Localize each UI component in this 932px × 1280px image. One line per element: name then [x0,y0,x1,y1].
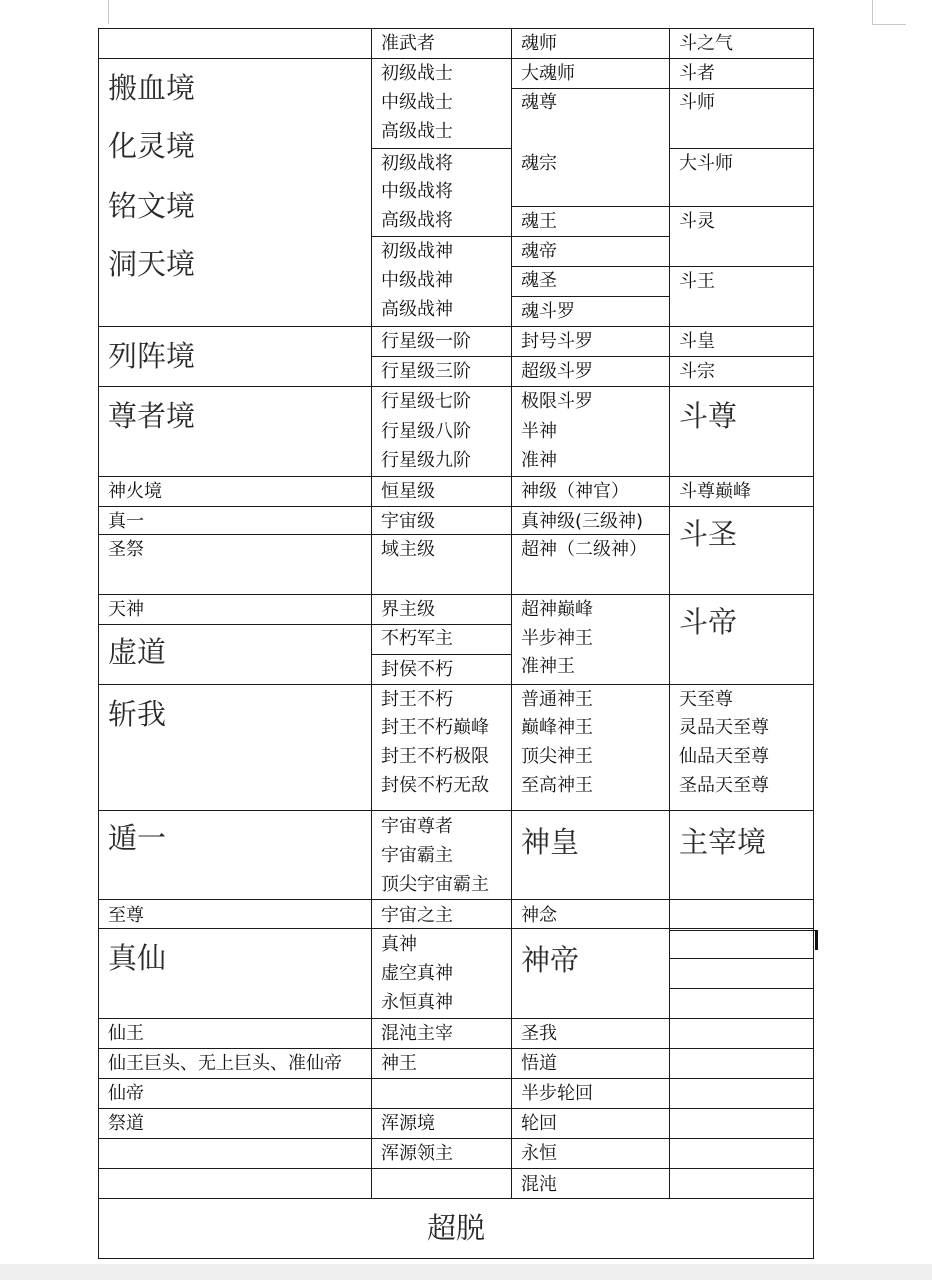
table-cell-rule [511,296,670,297]
rank-label: 高级战士 [381,121,453,142]
realm-large-label: 斩我 [108,697,167,731]
rank-label: 半步神王 [521,628,593,649]
table-row-rule [98,476,814,477]
rank-label: 真神级(三级神) [521,511,644,532]
realm-large-label: 化灵境 [108,129,196,163]
table-cell-rule [511,206,670,207]
rank-label: 封号斗罗 [521,331,593,352]
rank-large-label: 主宰境 [679,825,767,859]
table-row-rule [98,1108,814,1109]
table-row-rule [98,1198,814,1199]
rank-label: 中级战神 [381,270,453,291]
rank-label: 圣我 [521,1023,557,1044]
rank-label: 恒星级 [381,481,435,502]
table-row-rule [98,1078,814,1079]
rank-label: 准神 [521,450,557,471]
rank-label: 真神 [381,934,417,955]
realm-label: 仙帝 [108,1083,144,1104]
table-row-rule [98,684,814,685]
rank-label: 封王不朽巅峰 [381,717,489,738]
rank-label: 巅峰神王 [521,717,593,738]
rank-label: 中级战士 [381,92,453,113]
table-cell-rule [371,236,512,237]
rank-label: 混沌 [521,1174,557,1195]
table-cell-rule [511,356,670,357]
rank-large-label: 斗尊 [679,399,738,433]
realm-large-label: 铭文境 [108,189,196,223]
text-cursor [815,930,818,950]
table-top-border [98,28,814,29]
table-cell-rule [98,624,372,625]
rank-label: 大斗师 [679,153,733,174]
rank-label: 封侯不朽 [381,659,453,680]
rank-label: 宇宙霸主 [381,845,453,866]
table-cell-rule [371,356,512,357]
rank-label: 混沌主宰 [381,1023,453,1044]
rank-label: 神王 [381,1053,417,1074]
realm-large-label: 尊者境 [108,399,196,433]
table-cell-rule [511,534,670,535]
table-cell-rule [511,266,670,267]
rank-label: 悟道 [521,1053,557,1074]
rank-label: 魂斗罗 [521,301,575,322]
rank-label: 行星级七阶 [381,391,471,412]
rank-label: 魂宗 [521,153,557,174]
table-cell-rule [371,624,512,625]
rank-label: 神念 [521,905,557,926]
table-cell-rule [669,148,814,149]
rank-label: 斗者 [679,63,715,84]
realm-large-label: 洞天境 [108,247,196,281]
rank-label: 天至尊 [679,689,733,710]
table-cell-rule [511,236,670,237]
table-row-rule [98,326,814,327]
rank-label: 斗尊巅峰 [679,481,751,502]
rank-label: 初级战士 [381,63,453,84]
rank-label: 封王不朽极限 [381,746,489,767]
table-cell-rule [371,654,512,655]
rank-large-label: 斗帝 [679,605,738,639]
rank-label: 封侯不朽无敌 [381,775,489,796]
table-row-rule [98,928,814,929]
rank-label: 宇宙尊者 [381,816,453,837]
realm-large-label: 搬血境 [108,71,196,105]
rank-label: 魂王 [521,211,557,232]
table-cell-rule [371,534,512,535]
rank-label: 斗灵 [679,211,715,232]
table-cell-rule [669,958,814,959]
rank-label: 不朽军主 [381,628,453,649]
realm-label: 天神 [108,599,144,620]
table-cell-rule [511,88,670,89]
rank-label: 魂尊 [521,92,557,113]
table-row-rule [98,899,814,900]
realm-label: 真一 [108,511,144,532]
table-cell-rule [669,206,814,207]
rank-label: 极限斗罗 [521,391,593,412]
rank-label: 斗宗 [679,361,715,382]
table-cell-rule [669,356,814,357]
footer-label: 超脱 [427,1211,486,1245]
rank-label: 高级战神 [381,299,453,320]
rank-label: 行星级一阶 [381,331,471,352]
header-cell-3: 斗之气 [679,33,733,54]
page-bottom-band [0,1264,932,1280]
rank-large-label: 斗圣 [679,517,738,551]
rank-label: 魂帝 [521,241,557,262]
rank-label: 超神（二级神） [521,539,647,560]
table-cell-rule [669,88,814,89]
table-cell-rule [371,148,512,149]
column-divider-3 [669,28,670,1199]
rank-label: 域主级 [381,539,435,560]
rank-label: 初级战将 [381,153,453,174]
rank-label: 浑源境 [381,1113,435,1134]
table-cell-rule [669,266,814,267]
realm-large-label: 真仙 [108,941,167,975]
table-row-rule [98,810,814,811]
rank-label: 仙品天至尊 [679,746,769,767]
rank-label: 行星级九阶 [381,450,471,471]
rank-label: 顶尖宇宙霸主 [381,874,489,895]
rank-label: 斗师 [679,92,715,113]
realm-large-label: 列阵境 [108,339,196,373]
rank-label: 超级斗罗 [521,361,593,382]
rank-large-label: 神皇 [521,825,580,859]
rank-label: 永恒 [521,1143,557,1164]
rank-label: 宇宙级 [381,511,435,532]
table-cell-rule [98,534,372,535]
rank-label: 界主级 [381,599,435,620]
rank-label: 永恒真神 [381,992,453,1013]
rank-label: 半神 [521,421,557,442]
rank-label: 轮回 [521,1113,557,1134]
header-cell-1: 准武者 [381,33,435,54]
rank-label: 行星级三阶 [381,361,471,382]
realm-label: 仙王 [108,1023,144,1044]
table-row-rule [98,58,814,59]
table-right-border [813,28,814,1259]
header-cell-2: 魂师 [521,33,557,54]
rank-label: 顶尖神王 [521,746,593,767]
column-divider-1 [371,28,372,1199]
table-row-rule [98,1138,814,1139]
realm-large-label: 遁一 [108,821,167,855]
rank-label: 神级（神官） [521,481,629,502]
rank-label: 圣品天至尊 [679,775,769,796]
rank-label: 至高神王 [521,775,593,796]
rank-label: 宇宙之主 [381,905,453,926]
rank-label: 虚空真神 [381,963,453,984]
rank-large-label: 神帝 [521,943,580,977]
realm-label: 仙王巨头、无上巨头、准仙帝 [108,1053,342,1074]
table-row-rule [98,1168,814,1169]
realm-label: 圣祭 [108,539,144,560]
rank-label: 准神王 [521,656,575,677]
rank-label: 普通神王 [521,689,593,710]
rank-label: 中级战将 [381,181,453,202]
rank-label: 斗皇 [679,331,715,352]
rank-label: 灵品天至尊 [679,717,769,738]
table-cell-rule [669,988,814,989]
realm-label: 神火境 [108,481,162,502]
rank-label: 初级战神 [381,241,453,262]
table-cell-rule [669,930,817,931]
rank-label: 超神巅峰 [521,599,593,620]
table-left-border [98,28,99,1259]
rank-label: 行星级八阶 [381,421,471,442]
rank-label: 半步轮回 [521,1083,593,1104]
rank-label: 魂圣 [521,270,557,291]
rank-label: 封王不朽 [381,689,453,710]
table-row-rule [98,386,814,387]
rank-label: 高级战将 [381,210,453,231]
rank-label: 大魂师 [521,63,575,84]
rank-label: 斗王 [679,271,715,292]
column-divider-2 [511,28,512,1199]
table-row-rule [98,506,814,507]
realm-large-label: 虚道 [108,635,167,669]
rank-label: 浑源领主 [381,1143,453,1164]
table-row-rule [98,594,814,595]
table-bottom-border [98,1258,814,1259]
realm-label: 至尊 [108,905,144,926]
realm-label: 祭道 [108,1113,144,1134]
table-row-rule [98,1048,814,1049]
table-row-rule [98,1018,814,1019]
